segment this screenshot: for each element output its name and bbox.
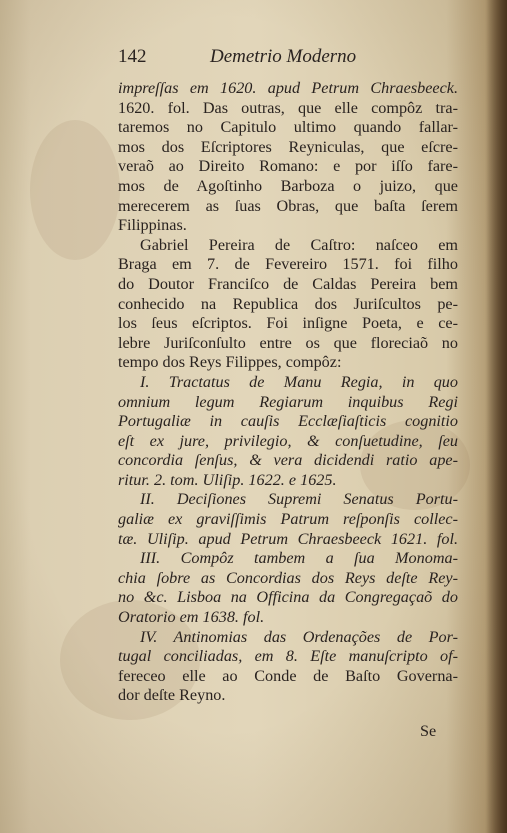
text-line: taremos no Capitulo ultimo quando fallar- <box>118 118 458 137</box>
catchword: Se <box>420 722 437 740</box>
text-line: chia ſobre as Concordias dos Reys deſte Rey- <box>118 568 458 587</box>
text-line: Filippinas. <box>118 216 187 235</box>
text-line: merecerem as ſuas Obras, que baſta ſerem <box>118 196 458 215</box>
text-line: II. Deciſiones Supremi Senatus Portu- <box>140 490 458 509</box>
text-line: Oratorio em 1638. fol. <box>118 608 265 627</box>
text-line: lebre Juriſconſulto entre os que floreciaõ no <box>118 333 458 352</box>
text-line: eſt ex jure, privilegio, & conſuetudine, ſeu <box>118 431 458 450</box>
text-line: tæ. Uliſip. apud Petrum Chraesbeeck 1621. fol. <box>118 529 458 548</box>
running-title: Demetrio Moderno <box>210 46 357 67</box>
paper-stain <box>30 120 120 260</box>
text-line: I. Tractatus de Manu Regia, in quo <box>140 372 458 391</box>
text-line: Portugaliæ in cauſis Ecclæſiaſticis cognitio <box>118 412 458 431</box>
text-line: concordia ſenſus, & vera dicidendi ratio ape- <box>118 451 458 470</box>
text-line: tempo dos Reys Filippes, compôz: <box>118 353 342 372</box>
page-gutter-shadow <box>485 0 507 833</box>
text-line: III. Compôz tambem a ſua Monoma- <box>140 549 458 568</box>
body-text <box>118 79 458 706</box>
text-line: dor deſte Reyno. <box>118 686 226 705</box>
text-line: omnium legum Regiarum inquibus Regi <box>118 392 458 411</box>
text-line: conhecido na Republica dos Juriſcultos pe- <box>118 294 458 313</box>
text-line: los ſeus eſcriptos. Foi inſigne Poeta, e ce- <box>118 314 458 333</box>
running-header <box>118 46 458 70</box>
text-line: fereceo elle ao Conde de Baſto Governa- <box>118 666 458 685</box>
text-line: galiæ ex graviſſimis Patrum reſponſis collec- <box>118 510 458 529</box>
text-line: ritur. 2. tom. Uliſip. 1622. e 1625. <box>118 470 337 489</box>
text-line: Gabriel Pereira de Caſtro: naſceo em <box>140 235 458 254</box>
text-line: impreſſas em 1620. apud Petrum Chraesbeeck. <box>118 79 458 97</box>
text-line: 1620. fol. Das outras, que elle compôz tra- <box>118 98 458 117</box>
text-line: do Doutor Franciſco de Caldas Pereira bem <box>118 274 458 293</box>
text-line: no &c. Lisboa na Officina da Congregaçaõ do <box>118 588 458 607</box>
text-line: mos dos Eſcriptores Reyniculas, que eſcre- <box>118 137 458 156</box>
text-line: tugal conciliadas, em 8. Eſte manuſcripto of- <box>118 647 458 666</box>
text-line: IV. Antinomias das Ordenações de Por- <box>140 627 458 646</box>
page-number: 142 <box>118 46 147 67</box>
text-line: veraõ ao Direito Romano: e por iſſo fare- <box>118 157 458 176</box>
text-line: mos de Agoſtinho Barboza o juizo, que <box>118 176 458 195</box>
text-line: Braga em 7. de Fevereiro 1571. foi filho <box>118 255 458 274</box>
